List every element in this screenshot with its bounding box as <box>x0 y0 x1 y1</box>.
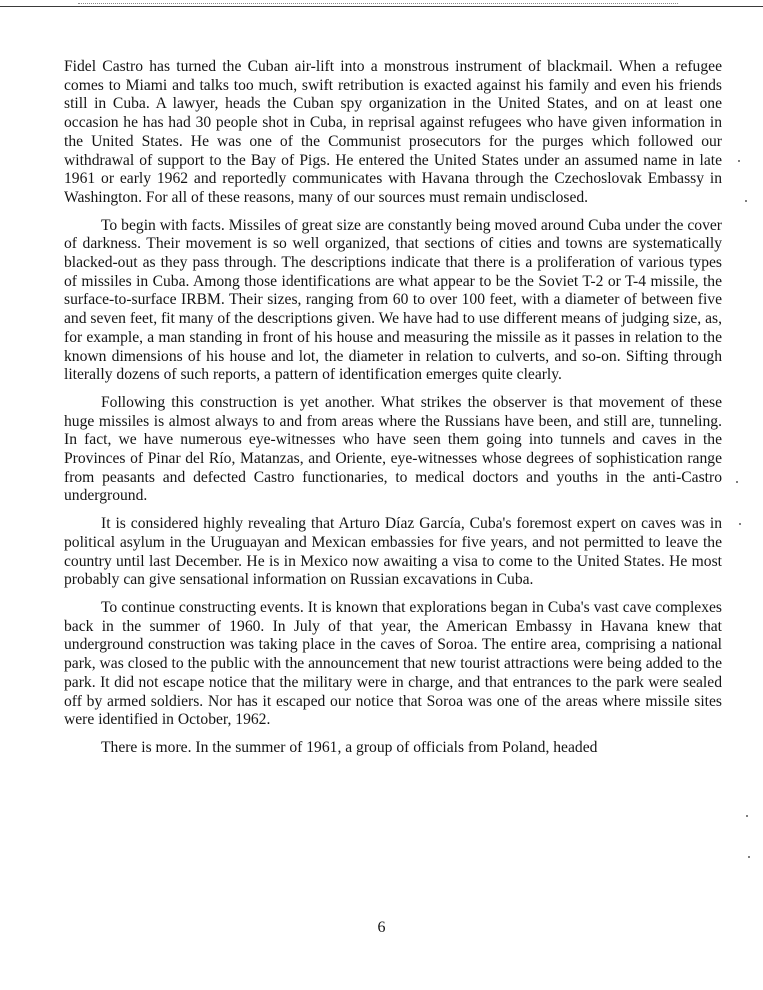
scan-speck <box>736 481 738 483</box>
paragraph-cave-expert: It is considered highly revealing that Arturo Díaz García, Cuba's foremost expert on caves was in political asylum in the Uruguayan and Mexican embassies for five years, and not permitted to leave the country until last December. He is in Mexico now awaiting a visa to come to the United States. He most probably can give sensational information on Russian excavations in Cuba. <box>64 515 722 589</box>
document-body <box>64 58 722 767</box>
scan-speck <box>748 856 750 858</box>
top-dotted-rule <box>78 0 678 4</box>
paragraph-soroa-caves: To continue constructing events. It is known that explorations began in Cuba's vast cave complexes back in the summer of 1960. In July of that year, the American Embassy in Havana knew that underground construction was taking place in the caves of Soroa. The entire area, comprising a national park, was closed to the public with the announcement that new tourist attractions were being added to the park. It did not escape notice that the military were in charge, and that entrances to the park were sealed off by armed soldiers. Nor has it escaped our notice that Soroa was one of the areas where missile sites were identified in October, 1962. <box>64 598 722 729</box>
paragraph-castro-blackmail: Fidel Castro has turned the Cuban air-lift into a monstrous instrument of blackmail. When a refugee comes to Miami and talks too much, swift retribution is exacted against his family and even his friends still in Cuba. A lawyer, heads the Cuban spy organization in the United States, and on at least one occasion he has had 30 people shot in Cuba, in reprisal against refugees who have given information in the United States. He was one of the Communist prosecutors for the purges which followed our withdrawal of support to the Bay of Pigs. He entered the United States under an assumed name in late 1961 or early 1962 and reportedly communicates with Havana through the Czechoslovak Embassy in Washington. For all of these reasons, many of our sources must remain undisclosed. <box>64 58 722 206</box>
scan-speck <box>739 523 741 525</box>
scan-speck <box>745 200 747 202</box>
scan-speck <box>746 815 748 817</box>
paragraph-missile-movement: To begin with facts. Missiles of great size are constantly being moved around Cuba under the cover of darkness. Their movement is so well organized, that sections of cities and towns are systematically blacked-out as they pass through. The descriptions indicate that there is a proliferation of various types of missiles in Cuba. Among those identifications are what appear to be the Soviet T-2 or T-4 missile, the surface-to-surface IRBM. Their sizes, ranging from 60 to over 100 feet, with a diameter of between five and seven feet, fit many of the descriptions given. We have had to use different means of judging size, as, for example, a man standing in front of his house and measuring the missile as it passes in relation to the known dimensions of his house and lot, the diameter in relation to culverts, and so-on. Sifting through literally dozens of such reports, a pattern of identification emerges quite clearly. <box>64 216 722 384</box>
scan-speck <box>738 160 740 162</box>
page-number: 6 <box>377 919 386 936</box>
top-border-rule <box>0 6 763 7</box>
paragraph-tunneling: Following this construction is yet another. What strikes the observer is that movement of these huge missiles is almost always to and from areas where the Russians have been, and still are, tunneling. In fact, we have numerous eye-witnesses who have seen them going into tunnels and caves in the Provinces of Pinar del Río, Matanzas, and Oriente, eye-witnesses whose degrees of sophistication range from peasants and defected Castro functionaries, to medical doctors and youths in the anti-Castro underground. <box>64 393 722 505</box>
paragraph-poland-officials: There is more. In the summer of 1961, a group of officials from Poland, headed <box>101 738 598 756</box>
